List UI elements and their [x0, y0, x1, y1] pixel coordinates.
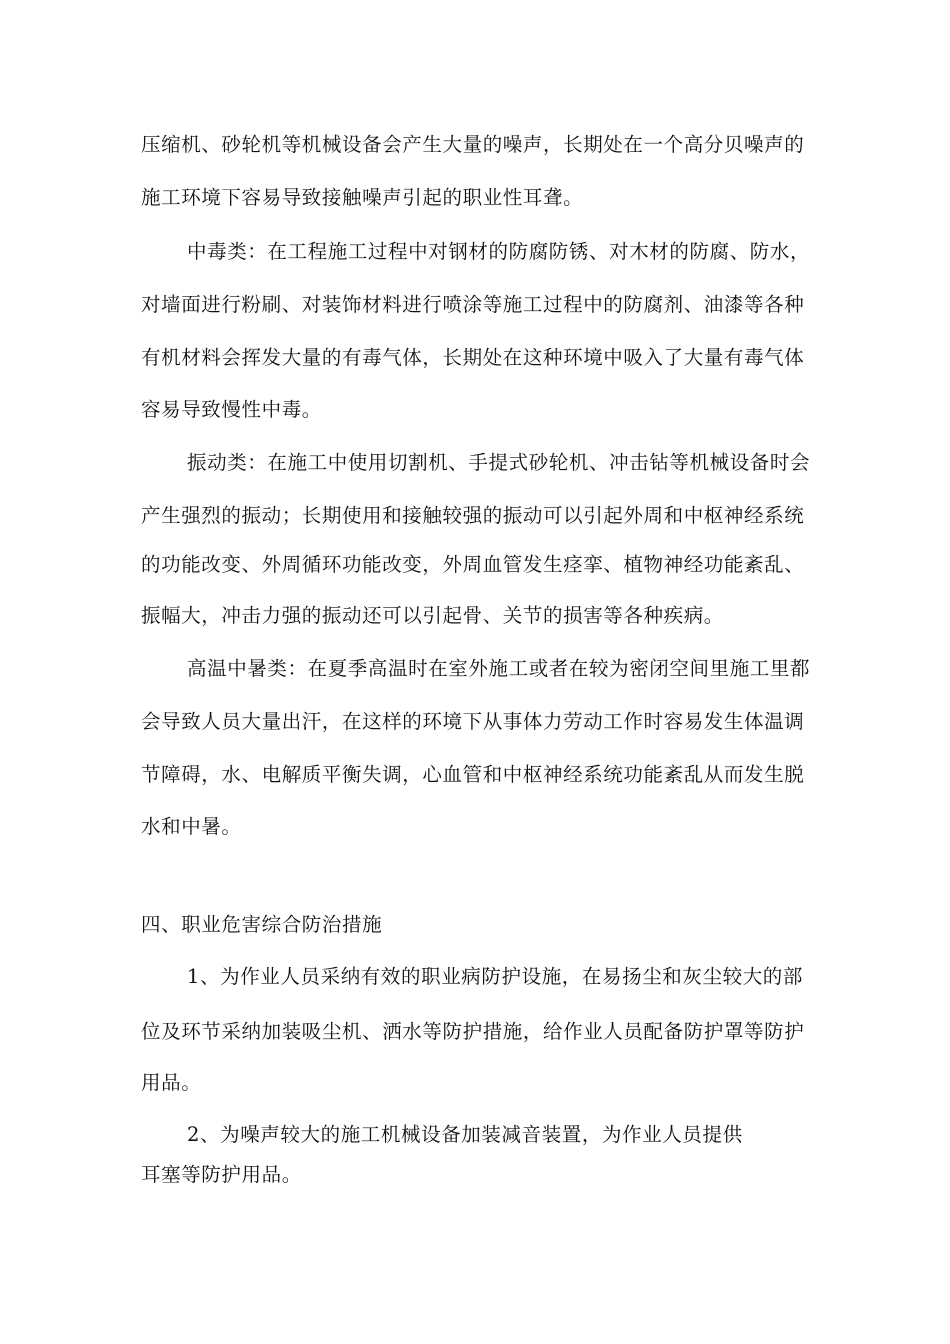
measure-2-line-1: 2、为噪声较大的施工机械设备加装减音装置，为作业人员提供 — [187, 1123, 743, 1146]
paragraph-poisoning-line-3: 有机材料会挥发大量的有毒气体，长期处在这种环境中吸入了大量有毒气体 — [141, 346, 805, 369]
measure-1-line-3: 用品。 — [141, 1071, 202, 1094]
paragraph-heatstroke-line-1: 高温中暑类：在夏季高温时在室外施工或者在较为密闭空间里施工里都 — [187, 657, 811, 680]
paragraph-heatstroke-line-3: 节障碍，水、电解质平衡失调，心血管和中枢神经系统功能紊乱从而发生脱 — [141, 763, 805, 786]
measure-2-line-2: 耳塞等防护用品。 — [141, 1163, 302, 1186]
paragraph-poisoning-line-1: 中毒类：在工程施工过程中对钢材的防腐防锈、对木材的防腐、防水， — [187, 240, 811, 263]
measure-1-line-1: 1、为作业人员采纳有效的职业病防护设施，在易扬尘和灰尘较大的部 — [187, 965, 804, 988]
paragraph-poisoning-line-2: 对墙面进行粉刷、对装饰材料进行喷涂等施工过程中的防腐剂、油漆等各种 — [141, 293, 805, 316]
measure-1-line-2: 位及环节采纳加装吸尘机、洒水等防护措施，给作业人员配备防护罩等防护 — [141, 1020, 805, 1043]
paragraph-vibration-line-2: 产生强烈的振动；长期使用和接触较强的振动可以引起外周和中枢神经系统 — [141, 504, 805, 527]
paragraph-vibration-line-4: 振幅大，冲击力强的振动还可以引起骨、关节的损害等各种疾病。 — [141, 604, 724, 627]
paragraph-heatstroke-line-2: 会导致人员大量出汗，在这样的环境下从事体力劳动工作时容易发生体温调 — [141, 710, 805, 733]
paragraph-vibration-line-3: 的功能改变、外周循环功能改变，外周血管发生痉挛、植物神经功能紊乱、 — [141, 553, 805, 576]
paragraph-noise-line-1: 压缩机、砂轮机等机械设备会产生大量的噪声，长期处在一个高分贝噪声的 — [141, 133, 805, 156]
paragraph-noise-line-2: 施工环境下容易导致接触噪声引起的职业性耳聋。 — [141, 186, 584, 209]
paragraph-heatstroke-line-4: 水和中暑。 — [141, 815, 242, 838]
section-heading: 四、职业危害综合防治措施 — [141, 913, 383, 936]
paragraph-poisoning-line-4: 容易导致慢性中毒。 — [141, 398, 322, 421]
paragraph-vibration-line-1: 振动类：在施工中使用切割机、手提式砂轮机、冲击钻等机械设备时会 — [187, 451, 811, 474]
